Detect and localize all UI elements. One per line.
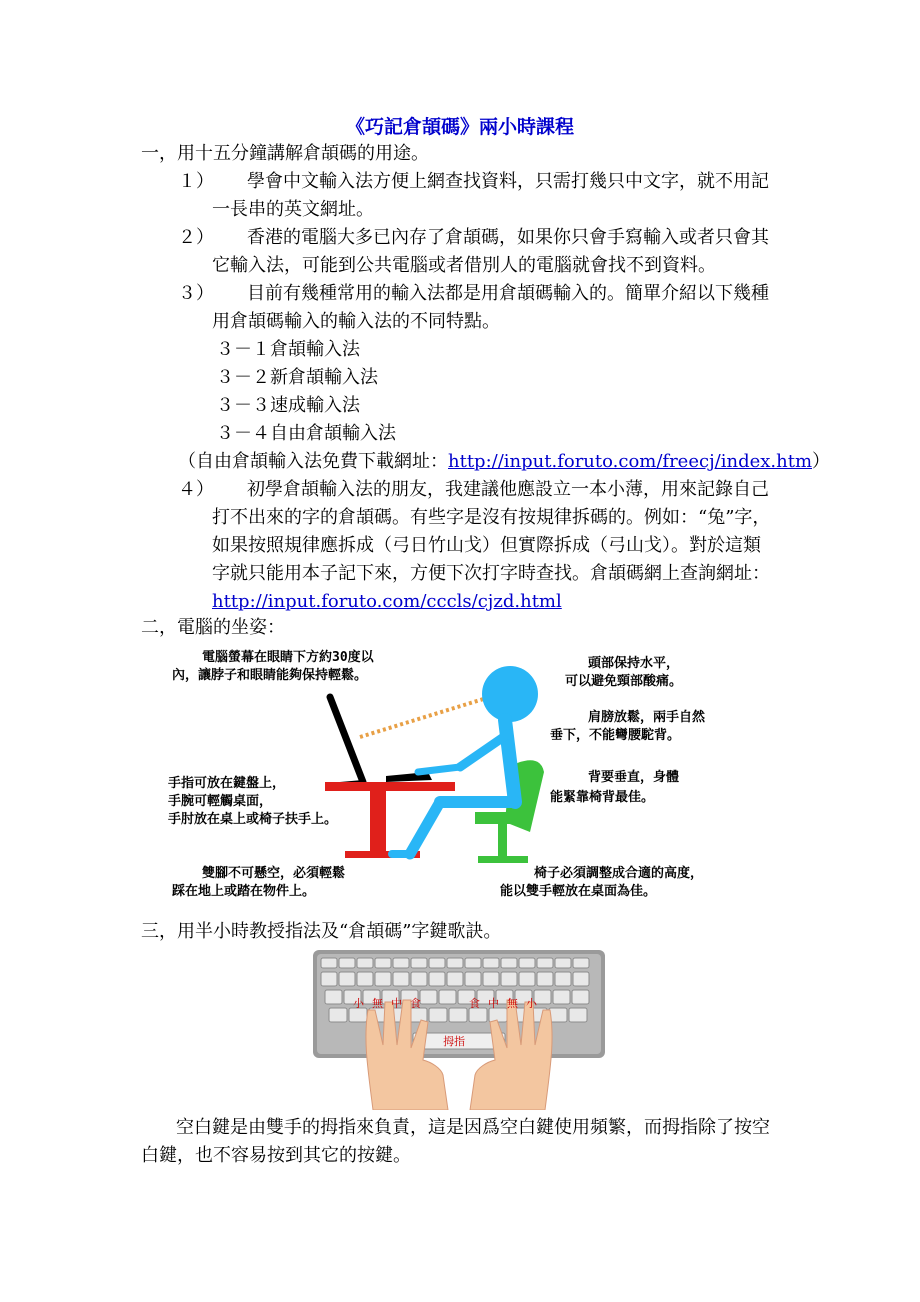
section3-heading: 三，用半小時教授指法及“倉頡碼”字鍵歌訣。 [141,921,502,942]
caption-head-2: 可以避免頸部酸痛。 [565,674,683,689]
key-label: 無 [507,997,526,1010]
keyboard-key [501,958,517,968]
section3-para-line1: 空白鍵是由雙手的拇指來負責，這是因爲空白鍵使用頻繁，而拇指除了按空 [176,1117,770,1138]
download-prefix: （自由倉頡輸入法免費下載網址： [178,451,448,472]
keyboard-key [339,972,355,986]
keyboard-key [439,990,456,1004]
keyboard-key [465,958,481,968]
item2-line1: 香港的電腦大多已內存了倉頡碼，如果你只會手寫輸入或者只會其 [247,227,769,248]
item4-line1: 初學倉頡輸入法的朋友，我建議他應設立一本小薄，用來記錄自己 [247,479,769,500]
caption-shoulder-2: 垂下，不能彎腰駝背。 [550,728,681,743]
caption-head-1: 頭部保持水平， [588,656,680,671]
caption-hands-3: 手肘放在桌上或椅子扶手上。 [168,812,338,827]
key-label: 中 [488,997,507,1010]
keyboard-key [465,972,481,986]
caption-hands-1: 手指可放在鍵盤上， [168,776,286,791]
item4-line4: 字就只能用本子記下來，方便下次打字時查找。倉頡碼網上查詢網址： [212,563,770,584]
caption-shoulder-1: 肩膀放鬆，兩手自然 [588,710,706,725]
keyboard-key [429,972,445,986]
keyboard-key [357,958,373,968]
caption-chair-2: 能以雙手輕放在桌面為佳。 [500,884,657,899]
right-finger-labels [469,994,545,1014]
method-item: ３－４自由倉頡輸入法 [216,423,396,444]
caption-chair-1: 椅子必須調整成合適的高度， [534,866,704,881]
keyboard-key [375,958,391,968]
keyboard-key [572,990,589,1004]
section3-para-line2: 白鍵，也不容易按到其它的按鍵。 [141,1145,411,1166]
item1-line2: 一長串的英文網址。 [212,199,374,220]
keyboard-key [553,990,570,1004]
caption-back-1: 背要垂直，身體 [588,770,680,785]
keyboard-key [339,958,355,968]
keyboard-key [573,972,589,986]
key-label: 食 [410,997,429,1010]
section2-heading: 二，電腦的坐姿： [141,617,285,638]
caption-hands-2: 手腕可輕觸桌面， [168,794,273,809]
caption-screen-1: 電腦螢幕在眼睛下方約30度以 [202,650,374,665]
keyboard-key [483,958,499,968]
key-label: 中 [391,997,410,1010]
keyboard-key [555,972,571,986]
keyboard-key [411,958,427,968]
item1-number: １） [178,171,214,192]
keyboard-key [573,958,589,968]
item3-line2: 用倉頡碼輸入的輸入法的不同特點。 [212,311,500,332]
keyboard-hands-illustration [313,950,605,1110]
keyboard-key [537,972,553,986]
key-label: 食 [469,997,488,1010]
keyboard-key [321,972,337,986]
caption-feet-1: 雙腳不可懸空，必須輕鬆 [202,866,346,881]
keyboard-key [429,1008,447,1022]
caption-feet-2: 踩在地上或踏在物件上。 [172,884,316,899]
keyboard-key [519,958,535,968]
download-link[interactable]: http://input.foruto.com/freecj/index.htm [448,451,813,472]
method-item: ３－２新倉頡輸入法 [216,367,378,388]
keyboard-key [449,1008,467,1022]
keyboard-figure [313,950,605,1110]
keyboard-key [329,1008,347,1022]
download-suffix: ） [812,451,831,472]
lookup-link[interactable]: http://input.foruto.com/cccls/cjzd.html [212,591,562,612]
keyboard-key [447,958,463,968]
section1-heading: 一，用十五分鐘講解倉頡碼的用途。 [141,143,429,164]
keyboard-key [357,972,373,986]
keyboard-key [555,958,571,968]
item1-line1: 學會中文輸入法方便上網查找資料，只需打幾只中文字，就不用記 [247,171,769,192]
keyboard-key [429,958,445,968]
key-label: 小 [526,997,545,1010]
download-line [178,448,830,476]
posture-figure [160,642,760,907]
keyboard-key [393,958,409,968]
key-label: 無 [372,997,391,1010]
item2-number: ２） [178,227,214,248]
item2-line2: 它輸入法，可能到公共電腦或者借別人的電腦就會找不到資料。 [212,255,716,276]
item3-line1: 目前有幾種常用的輸入法都是用倉頡碼輸入的。簡單介紹以下幾種 [247,283,769,304]
left-finger-labels [353,994,429,1014]
caption-screen-2: 內，讓脖子和眼睛能夠保持輕鬆。 [172,668,368,683]
item4-number: ４） [178,479,214,500]
item4-line3: 如果按照規律應拆成（弓日竹山戈）但實際拆成（弓山戈）。對於這類 [212,535,761,556]
keyboard-key [393,972,409,986]
keyboard-key [325,990,342,1004]
page-title: 《巧記倉頡碼》兩小時課程 [345,116,574,138]
keyboard-key [375,972,391,986]
keyboard-key [501,972,517,986]
method-item: ３－３速成輸入法 [216,395,360,416]
keyboard-key [537,958,553,968]
keyboard-key [483,972,499,986]
keyboard-key [447,972,463,986]
keyboard-key [321,958,337,968]
keyboard-key [569,1008,587,1022]
item4-line2: 打不出來的字的倉頡碼。有些字是沒有按規律拆碼的。例如：“兔”字， [212,507,771,528]
method-item: ３－１倉頡輸入法 [216,339,360,360]
thumb-label: 拇指 [443,1035,465,1048]
keyboard-key [411,972,427,986]
keyboard-key [519,972,535,986]
key-label: 小 [353,997,372,1010]
item3-number: ３） [178,283,214,304]
caption-back-2: 能緊靠椅背最佳。 [550,790,655,805]
